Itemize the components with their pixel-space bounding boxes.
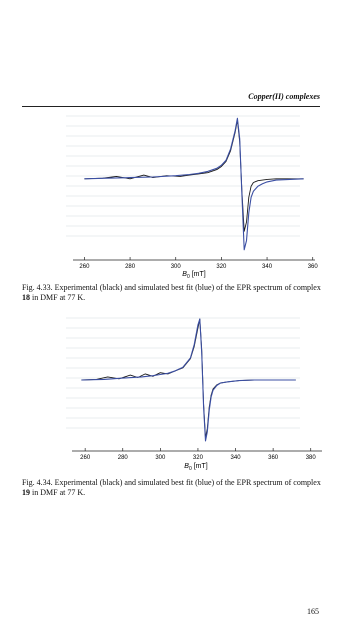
simulated-spectrum-line xyxy=(84,118,303,250)
x-tick-label: 260 xyxy=(79,264,90,270)
figure-2-complex-id: 19 xyxy=(22,488,30,497)
x-tick-label: 300 xyxy=(155,455,166,461)
page-number: 165 xyxy=(307,607,319,616)
figure-1-complex-id: 18 xyxy=(22,293,30,302)
figure-2-caption-text: Experimental (black) and simulated best fit (blue) of the EPR spectrum of complex xyxy=(52,478,321,487)
figure-1-caption xyxy=(22,283,322,303)
spectrum-traces xyxy=(81,319,295,441)
x-axis-label-symbol: B xyxy=(184,463,189,470)
x-tick-label: 260 xyxy=(80,455,91,461)
x-tick-label: 320 xyxy=(192,455,203,461)
x-tick-label: 280 xyxy=(125,264,136,270)
figure-2-caption-tail: in DMF at 77 K. xyxy=(30,488,86,497)
figure-1-caption-text: Experimental (black) and simulated best fit (blue) of the EPR spectrum of complex xyxy=(52,283,321,292)
x-tick-label: 300 xyxy=(170,264,181,270)
x-tick-label: 340 xyxy=(230,455,241,461)
x-axis-label-unit: [mT] xyxy=(191,463,208,470)
figure-2-plot xyxy=(0,310,345,470)
x-axis-label xyxy=(184,463,207,470)
running-header xyxy=(22,92,320,107)
x-axis-label xyxy=(182,271,205,278)
x-tick-label: 320 xyxy=(216,264,227,270)
figure-2-caption xyxy=(22,478,322,498)
spectrum-traces xyxy=(84,118,303,250)
x-axis-ticks xyxy=(79,257,318,270)
running-title: Copper(II) complexes xyxy=(248,92,320,101)
x-axis-label-subscript: 0 xyxy=(186,274,190,278)
figure-1-plot xyxy=(0,108,345,278)
x-axis-label-subscript: 0 xyxy=(188,466,192,470)
figure-1-caption-tail: in DMF at 77 K. xyxy=(30,293,86,302)
x-tick-label: 360 xyxy=(307,264,318,270)
x-tick-label: 380 xyxy=(305,455,316,461)
epr-spectrum-chart-1 xyxy=(0,108,345,278)
figure-2-caption-label: Fig. 4.34. xyxy=(22,478,53,487)
figure-1-caption-label: Fig. 4.33. xyxy=(22,283,53,292)
x-axis-ticks xyxy=(80,448,316,461)
x-axis-label-unit: [mT] xyxy=(189,271,206,278)
x-tick-label: 340 xyxy=(262,264,273,270)
x-tick-label: 360 xyxy=(268,455,279,461)
simulated-spectrum-line xyxy=(81,319,295,441)
x-tick-label: 280 xyxy=(117,455,128,461)
epr-spectrum-chart-2 xyxy=(0,310,345,470)
bleed-through-text xyxy=(66,318,300,428)
x-axis-label-symbol: B xyxy=(182,271,187,278)
